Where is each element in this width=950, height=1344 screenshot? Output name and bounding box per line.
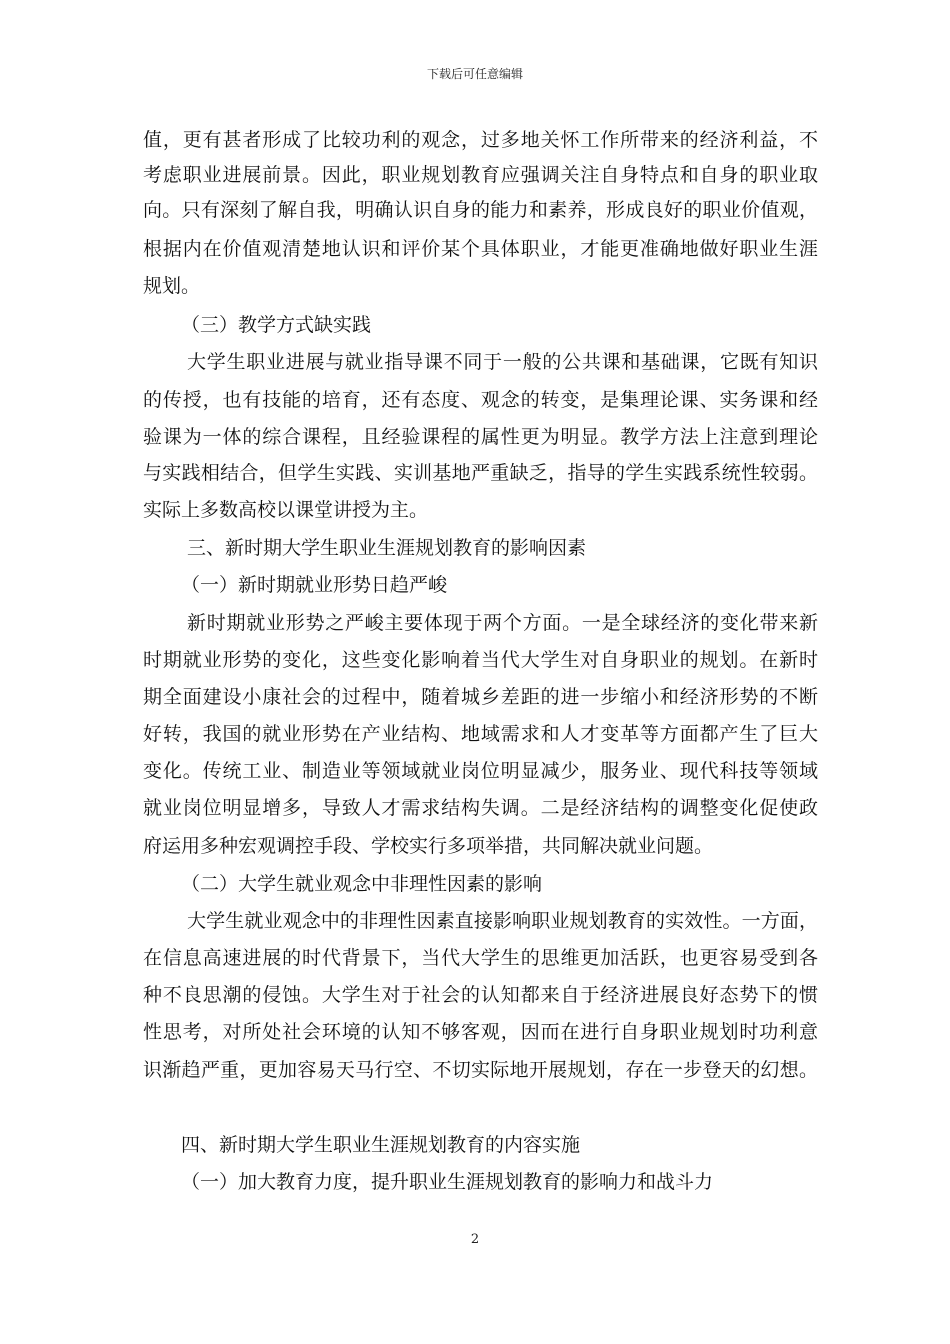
paragraph-line: 种不良思潮的侵蚀。大学生对于社会的认知都来自于经济进展良好态势下的惯 <box>143 984 818 1006</box>
paragraph-line: 与实践相结合，但学生实践、实训基地严重缺乏，指导的学生实践系统性较弱。 <box>143 462 818 484</box>
paragraph-line: 大学生职业进展与就业指导课不同于一般的公共课和基础课，它既有知识 <box>187 351 818 373</box>
paragraph-line: 时期就业形势的变化，这些变化影响着当代大学生对自身职业的规划。在新时 <box>143 649 818 671</box>
paragraph-line: 验课为一体的综合课程，且经验课程的属性更为明显。教学方法上注意到理论 <box>143 426 818 448</box>
section-heading: 四、新时期大学生职业生涯规划教育的内容实施 <box>181 1134 581 1156</box>
page-number: 2 <box>470 1232 480 1247</box>
paragraph-line: 考虑职业进展前景。因此，职业规划教育应强调关注自身特点和自身的职业取 <box>143 164 818 186</box>
paragraph-line: 识渐趋严重，更加容易天马行空、不切实际地开展规划，存在一步登天的幻想。 <box>143 1059 818 1081</box>
section-subheading: （二）大学生就业观念中非理性因素的影响 <box>181 873 543 895</box>
section-heading: 三、新时期大学生职业生涯规划教育的影响因素 <box>187 537 587 559</box>
paragraph-line: 期全面建设小康社会的过程中，随着城乡差距的进一步缩小和经济形势的不断 <box>143 686 818 708</box>
paragraph-line: 府运用多种宏观调控手段、学校实行多项举措，共同解决就业问题。 <box>143 835 714 857</box>
paragraph-line: 的传授，也有技能的培育，还有态度、观念的转变，是集理论课、实务课和经 <box>143 389 818 411</box>
paragraph-line: 向。只有深刻了解自我，明确认识自身的能力和素养，形成良好的职业价值观， <box>143 199 818 221</box>
paragraph-line: 根据内在价值观清楚地认识和评价某个具体职业，才能更准确地做好职业生涯 <box>143 238 818 260</box>
paragraph-line: 在信息高速进展的时代背景下，当代大学生的思维更加活跃，也更容易受到各 <box>143 947 818 969</box>
paragraph-line: 实际上多数高校以课堂讲授为主。 <box>143 499 429 521</box>
paragraph-line: 大学生就业观念中的非理性因素直接影响职业规划教育的实效性。一方面， <box>187 910 818 932</box>
paragraph-line: 值，更有甚者形成了比较功利的观念，过多地关怀工作所带来的经济利益，不 <box>143 129 818 151</box>
paragraph-line: 就业岗位明显增多，导致人才需求结构失调。二是经济结构的调整变化促使政 <box>143 797 818 819</box>
paragraph-line: 规划。 <box>143 275 201 297</box>
section-subheading: （一）新时期就业形势日趋严峻 <box>181 574 448 596</box>
page-header: 下载后可任意编辑 <box>426 67 523 81</box>
paragraph-line: 性思考，对所处社会环境的认知不够客观，因而在进行自身职业规划时功利意 <box>143 1021 818 1043</box>
paragraph-line: 好转，我国的就业形势在产业结构、地域需求和人才变革等方面都产生了巨大 <box>143 723 818 745</box>
paragraph-line: 新时期就业形势之严峻主要体现于两个方面。一是全球经济的变化带来新 <box>187 612 818 634</box>
section-subheading: （一）加大教育力度，提升职业生涯规划教育的影响力和战斗力 <box>181 1171 714 1193</box>
paragraph-line: 变化。传统工业、制造业等领域就业岗位明显减少，服务业、现代科技等领域 <box>143 760 818 782</box>
section-subheading: （三）教学方式缺实践 <box>181 314 372 336</box>
